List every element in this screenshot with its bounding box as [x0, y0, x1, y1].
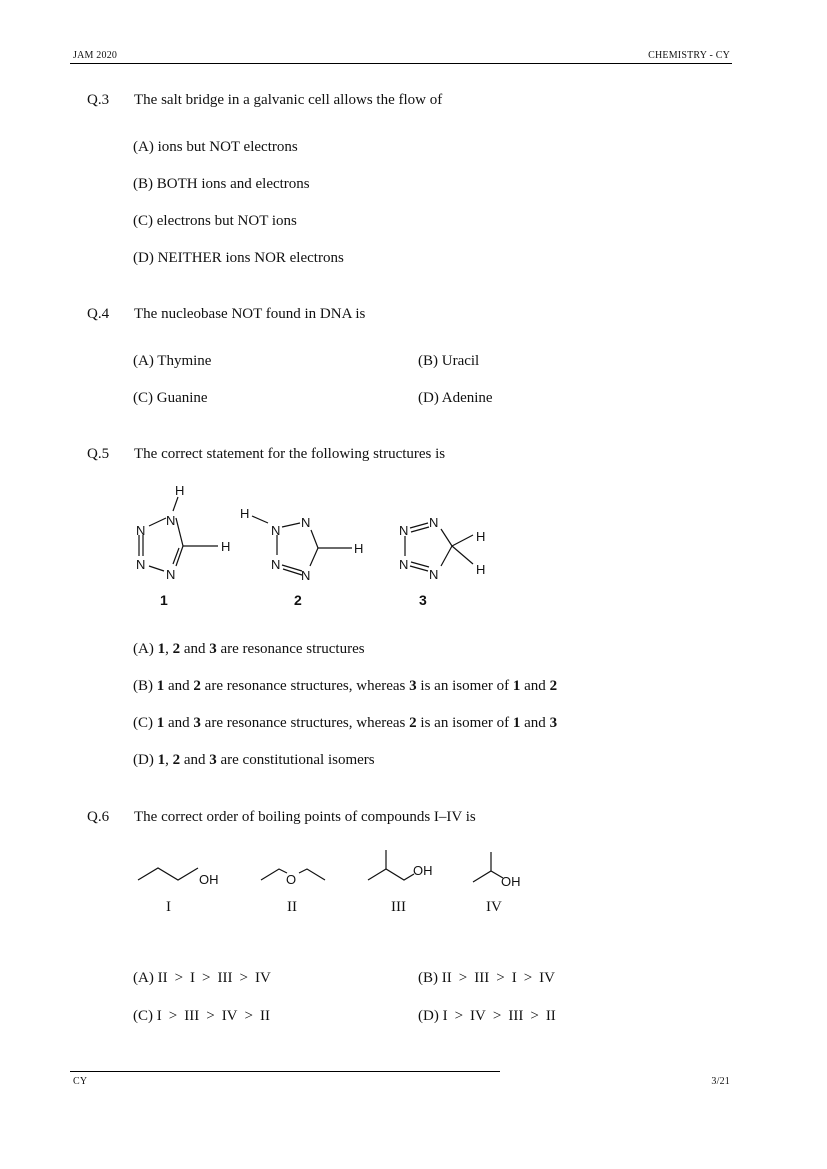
compound-2-skeleton	[261, 869, 287, 880]
s2-atom-n2: N	[301, 515, 311, 530]
compound-label-ii: II	[287, 899, 297, 915]
s2-atom-n4: N	[301, 568, 311, 583]
s2-atom-h-right: H	[354, 541, 364, 556]
structure-3-isotetrazole	[405, 523, 473, 571]
header-subject: CHEMISTRY - CY	[648, 50, 730, 61]
q5-option-d: (D) 1, 2 and 3 are constitutional isomers	[133, 752, 375, 768]
compound-2-o: O	[286, 872, 297, 887]
footer-page-number: 3/21	[711, 1076, 730, 1087]
q4-option-a: (A) Thymine	[133, 353, 212, 369]
footer-rule	[70, 1071, 500, 1072]
footer-subject-code: CY	[73, 1076, 88, 1087]
q5-text: The correct statement for the following structures is	[134, 446, 446, 462]
compound-label-i: I	[166, 899, 171, 915]
s3-atom-n2: N	[429, 515, 439, 530]
structure-1-tetrazole	[139, 497, 218, 571]
q4-number: Q.4	[87, 306, 110, 322]
q4-option-b: (B) Uracil	[418, 353, 480, 369]
q3-text: The salt bridge in a galvanic cell allows the flow of	[134, 92, 443, 108]
s3-atom-h-bottom: H	[476, 562, 486, 577]
q6-option-c: (C) I > III > IV > II	[133, 1008, 270, 1024]
s3-atom-n1: N	[399, 523, 409, 538]
s1-atom-n2: N	[136, 523, 146, 538]
compound-label-iv: IV	[486, 899, 502, 915]
compound-1-skeleton	[138, 868, 198, 880]
structure-label-3: 3	[419, 592, 427, 608]
q5-option-a: (A) 1, 2 and 3 are resonance structures	[133, 641, 365, 657]
q3-option-b: (B) BOTH ions and electrons	[133, 176, 310, 192]
q5-option-c: (C) 1 and 3 are resonance structures, whereas 2 is an isomer of 1 and 3	[133, 715, 558, 731]
q6-option-b: (B) II > III > I > IV	[418, 970, 555, 986]
s2-atom-n3: N	[271, 557, 281, 572]
q6-text: The correct order of boiling points of compounds I–IV is	[134, 809, 476, 825]
q3-option-c: (C) electrons but NOT ions	[133, 213, 297, 229]
s3-atom-h-top: H	[476, 529, 486, 544]
q3-number: Q.3	[87, 92, 110, 108]
q6-option-a: (A) II > I > III > IV	[133, 970, 271, 986]
compound-3-skeleton	[368, 869, 414, 880]
q4-option-c: (C) Guanine	[133, 390, 208, 406]
structure-label-2: 2	[294, 592, 302, 608]
s3-atom-n3: N	[399, 557, 409, 572]
header-exam-name: JAM 2020	[73, 50, 118, 61]
s1-atom-n3: N	[136, 557, 146, 572]
q6-compounds-diagram	[130, 842, 550, 898]
s2-atom-n1: N	[271, 523, 281, 538]
compound-4-oh: OH	[501, 874, 521, 889]
q4-option-d: (D) Adenine	[418, 390, 493, 406]
structure-label-1: 1	[160, 592, 168, 608]
q5-number: Q.5	[87, 446, 110, 462]
s1-atom-h-top: H	[175, 483, 185, 498]
compound-1-oh: OH	[199, 872, 219, 887]
s1-atom-n4: N	[166, 567, 176, 582]
compound-3-oh: OH	[413, 863, 433, 878]
q6-number: Q.6	[87, 809, 110, 825]
s1-atom-h-right: H	[221, 539, 231, 554]
q3-option-a: (A) ions but NOT electrons	[133, 139, 298, 155]
s2-atom-h-left: H	[240, 506, 250, 521]
s3-atom-n4: N	[429, 567, 439, 582]
q3-option-d: (D) NEITHER ions NOR electrons	[133, 250, 344, 266]
compound-label-iii: III	[391, 899, 406, 915]
header-rule	[70, 63, 732, 64]
q6-option-d: (D) I > IV > III > II	[418, 1008, 556, 1024]
q4-text: The nucleobase NOT found in DNA is	[134, 306, 366, 322]
q5-option-b: (B) 1 and 2 are resonance structures, whereas 3 is an isomer of 1 and 2	[133, 678, 558, 694]
compound-4-skeleton	[473, 871, 503, 882]
q5-structures-diagram	[120, 478, 520, 613]
s1-atom-n1: N	[166, 513, 176, 528]
